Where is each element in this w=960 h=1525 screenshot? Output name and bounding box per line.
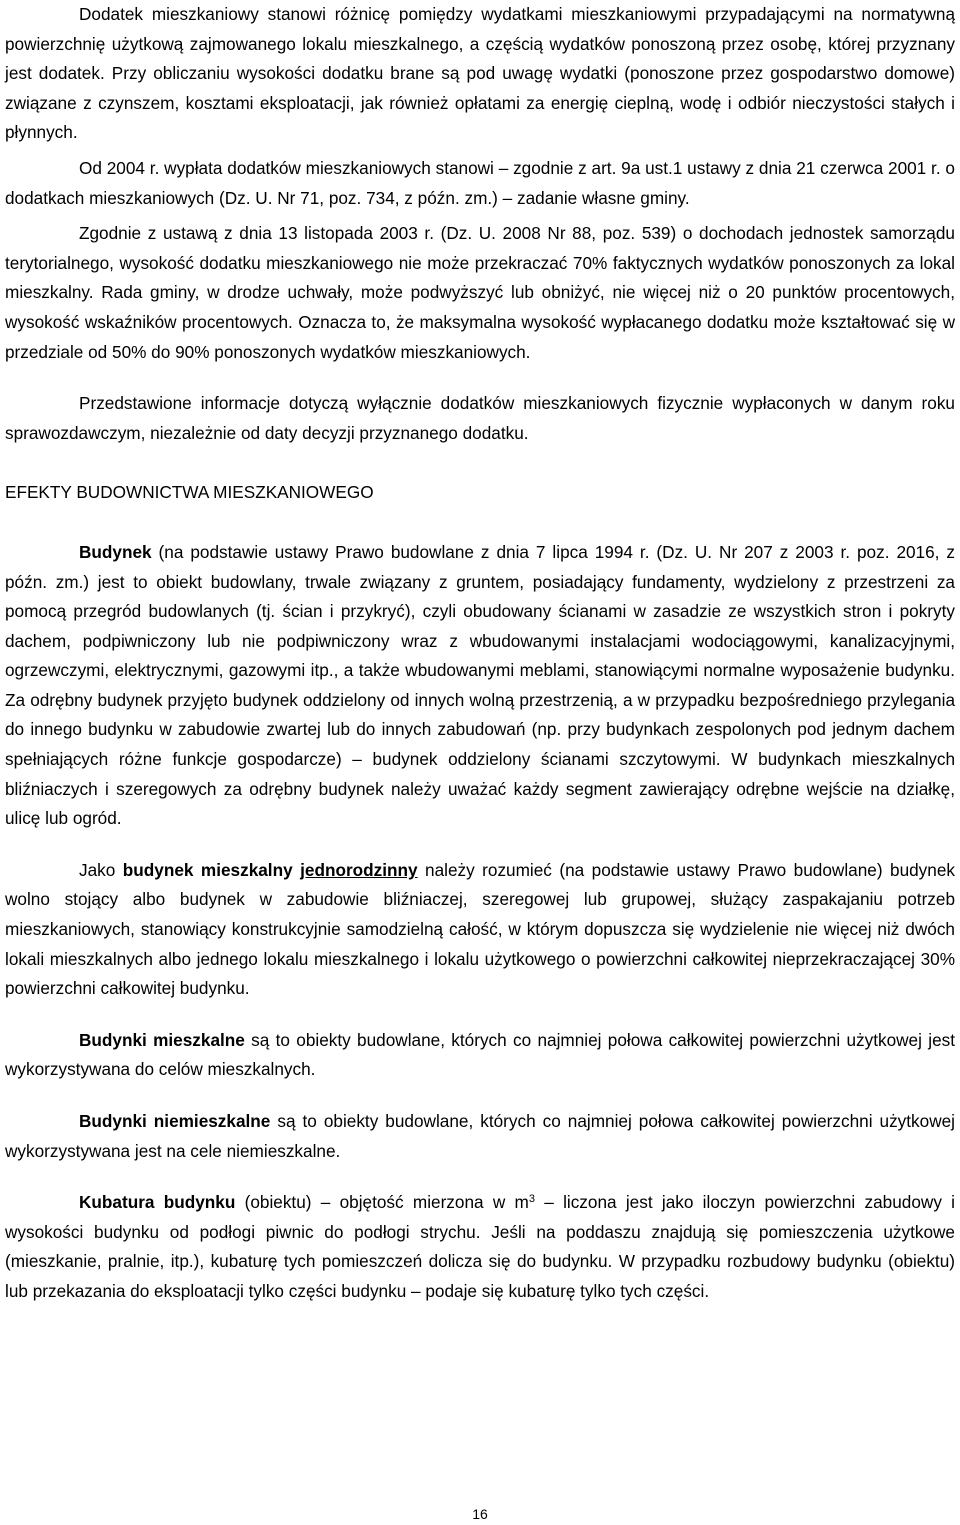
- paragraph-od-2004: Od 2004 r. wypłata dodatków mieszkaniowych stanowi – zgodnie z art. 9a ust.1 ustawy z dnia 21 czerwca 2001 r. o dodatkach mieszkaniowych (Dz. U. Nr 71, poz. 734, z późn. zm.) – zadanie własne gminy.: [5, 157, 955, 208]
- section-heading: EFEKTY BUDOWNICTWA MIESZKANIOWEGO: [5, 482, 374, 503]
- paragraph-budynki-mieszkalne: [5, 1026, 955, 1085]
- paragraph-text: są to obiekty budowlane, których co najmniej połowa całkowitej powierzchni użytkowej jest wykorzystywana do celów mieszkalnych.: [5, 1029, 955, 1080]
- paragraph-text: (na podstawie ustawy Prawo budowlane z dnia 7 lipca 1994 r. (Dz. U. Nr 207 z 2003 r. poz. 2016, z późn. zm.) jest to obiekt budowlany, trwale związany z gruntem, posiadający fundamenty, wydzielony z przestrzeni za pomocą przegród budowlanych (tj. ścian i przykryć), czyli obudowany ścianami w zasadzie ze wszystkich stron i pokryty dachem, podpiwniczony lub nie podpiwniczony wraz z wbudowanymi instalacjami wodociągowymi, kanalizacyjnymi, ogrzewczymi, elektrycznymi, gazowymi itp., a także wbudowanymi meblami, stanowiącymi normalne wyposażenie budynku. Za odrębny budynek przyjęto budynek oddzielony od innych wolną przestrzenią, a w przypadku bezpośredniego przylegania do innego budynku w zabudowie zwartej lub do innych zabudowań (np. przy budynkach zespolonych pod jednym dachem spełniających różne funkcje gospodarcze) – budynek oddzielony ścianami szczytowymi. W budynkach mieszkalnych bliźniaczych i szeregowych za odrębny budynek należy uważać każdy segment zawierający odrębne wejście na działkę, ulicę lub ogród.: [5, 541, 955, 829]
- paragraph-text: są to obiekty budowlane, których co najmniej połowa całkowitej powierzchni użytkowej wykorzystywana jest na cele niemieszkalne.: [5, 1111, 955, 1161]
- paragraph-budynki-niemieszkalne: [5, 1107, 955, 1166]
- paragraph-budynek: [5, 538, 955, 834]
- paragraph-text: należy rozumieć (na podstawie ustawy Prawo budowlane) budynek wolno stojący albo budynek w zabudowie bliźniaczej, szeregowej lub grupowej, służący zaspakajaniu potrzeb mieszkaniowych, stanowiący konstrukcyjnie samodzielną całość, w którym dopuszcza się wydzielenie nie więcej niż dwóch lokali mieszkalnych albo jednego lokalu mieszkalnego i lokalu użytkowego o powierzchni całkowitej nieprzekraczającej 30% powierzchni całkowitej budynku.: [5, 859, 955, 999]
- term-budynki-niemieszkalne: Budynki niemieszkalne: [79, 1111, 271, 1131]
- paragraph-text: Dodatek mieszkaniowy stanowi różnicę pomiędzy wydatkami mieszkaniowymi przypadającymi na normatywną powierzchnię użytkową zajmowanego lokalu mieszkalnego, a częścią wydatków ponoszoną przez osobę, której przyznany jest dodatek.: [5, 4, 955, 84]
- page-number: 16: [472, 1506, 488, 1522]
- paragraph-zgodnie-z-ustawa: Zgodnie z ustawą z dnia 13 listopada 2003 r. (Dz. U. 2008 Nr 88, poz. 539) o dochodach jednostek samorządu terytorialnego, wysokość dodatku mieszkaniowego nie może przekraczać 70% faktycznych wydatków ponoszonych za lokal mieszkalny. Rada gminy, w drodze uchwały, może podwyższyć lub obniżyć, nie więcej niż o 20 punktów procentowych, wysokość wskaźników procentowych. Oznacza to, że maksymalna wysokość wypłacanego dodatku może kształtować się w przedziale od 50% do 90% ponoszonych wydatków mieszkaniowych.: [5, 223, 955, 362]
- document-page: [5, 0, 955, 1307]
- term-jednorodzinny: jednorodzinny: [300, 859, 418, 880]
- paragraph-budynek-jednorodzinny: [5, 856, 955, 1004]
- term-budynek-mieszkalny: budynek mieszkalny: [122, 859, 301, 880]
- term-kubatura: Kubatura budynku: [79, 1192, 236, 1213]
- paragraph-text: Przy obliczaniu wysokości dodatku brane są pod uwagę wydatki (ponoszone przez gospodarstwo domowe) związane z czynszem, kosztami eksploatacji, jak również opłatami za energię cieplną, wodę i odbiór nieczystości stałych i płynnych.: [5, 63, 956, 143]
- paragraph-text: (obiektu) – objętość mierzona w m: [235, 1192, 529, 1213]
- paragraph-text: – liczona jest jako iloczyn powierzchni zabudowy i wysokości budynku od podłogi piwnic do podłogi strychu. Jeśli na poddaszu znajdują się pomieszczenia użytkowe (mieszkanie, pralnie, itp.), kubaturę tych pomieszczeń dolicza się do budynku. W przypadku rozbudowy budynku (obiektu) lub przekazania do eksploatacji tylko części budynku – podaje się kubaturę tylko tych części.: [5, 1192, 956, 1301]
- term-budynek: Budynek: [79, 541, 152, 562]
- paragraph-kubatura: [5, 1188, 955, 1306]
- paragraph-przedstawione-informacje: Przedstawione informacje dotyczą wyłącznie dodatków mieszkaniowych fizycznie wypłaconych w danym roku sprawozdawczym, niezależnie od daty decyzji przyznanego dodatku.: [5, 393, 955, 443]
- paragraph-text: Jako: [79, 859, 123, 880]
- superscript-3: 3: [528, 1193, 535, 1206]
- paragraph-dodatek-definition: [5, 0, 955, 148]
- term-budynki-mieszkalne: Budynki mieszkalne: [79, 1029, 245, 1050]
